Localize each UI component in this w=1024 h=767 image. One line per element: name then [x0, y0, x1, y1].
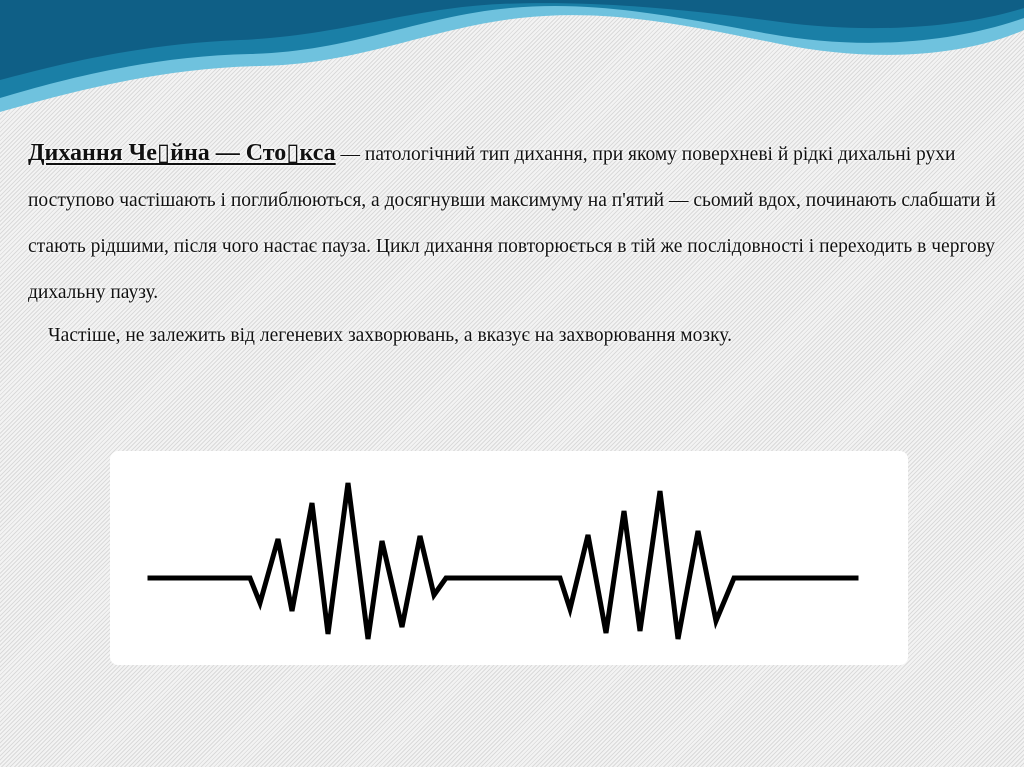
definition-text: — патологічний тип дихання, при якому поверхневі й рідкі дихальні рухи поступово частішають і поглиблюються, а досягнувши максимуму на п'ятий — сьомий вдох, починають слабшати й стають рідшими, після чого настає пауза. Цикл дихання повторюється в тій же послідовності і переходить в чергову дихальну паузу.	[28, 144, 996, 303]
breathing-trace-graphic	[110, 451, 908, 665]
breathing-trace	[150, 483, 856, 639]
term-title: Дихання Че▯йна — Сто▯кса	[28, 140, 336, 166]
slide-content	[28, 130, 998, 356]
definition-paragraph	[28, 130, 998, 316]
header-wave-decoration	[0, 0, 1024, 120]
note-text: Частіше, не залежить від легеневих захворювань, а вказує на захворювання мозку.	[48, 325, 732, 346]
breathing-pattern-diagram	[110, 451, 908, 665]
